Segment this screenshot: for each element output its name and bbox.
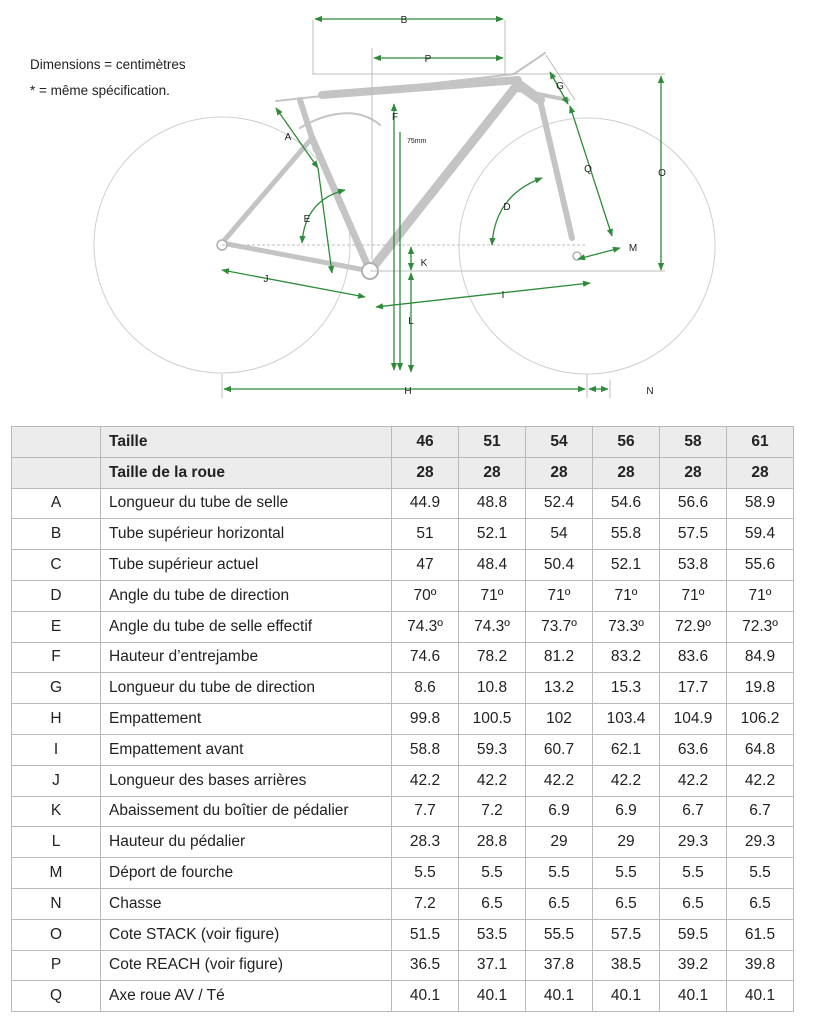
- row-value: 83.2: [593, 642, 660, 673]
- table-row: [12, 673, 794, 704]
- label-f: F: [391, 112, 399, 123]
- label-p: P: [424, 54, 432, 65]
- row-value: 42.2: [727, 765, 794, 796]
- row-value: 84.9: [727, 642, 794, 673]
- row-value: 52.4: [526, 488, 593, 519]
- row-value: 38.5: [593, 950, 660, 981]
- label-j: J: [263, 274, 269, 285]
- table-row: [12, 611, 794, 642]
- row-value: 51: [392, 519, 459, 550]
- row-value: 71º: [660, 580, 727, 611]
- row-value: 48.8: [459, 488, 526, 519]
- row-value: 81.2: [526, 642, 593, 673]
- row-code: L: [12, 827, 101, 858]
- row-label: Hauteur du pédalier: [101, 827, 392, 858]
- row-value: 100.5: [459, 704, 526, 735]
- row-value: 54: [526, 519, 593, 550]
- row-code: D: [12, 580, 101, 611]
- row-code: M: [12, 858, 101, 889]
- wheel-size: 28: [526, 457, 593, 488]
- row-code: H: [12, 704, 101, 735]
- row-value: 29.3: [727, 827, 794, 858]
- table-row: [12, 519, 794, 550]
- row-value: 6.7: [727, 796, 794, 827]
- row-label: Cote STACK (voir figure): [101, 919, 392, 950]
- row-value: 47: [392, 550, 459, 581]
- dim-i: [376, 283, 590, 307]
- table-row: [12, 858, 794, 889]
- row-value: 5.5: [593, 858, 660, 889]
- row-value: 60.7: [526, 734, 593, 765]
- row-label: Axe roue AV / Té: [101, 981, 392, 1012]
- label-b: B: [400, 15, 408, 26]
- row-value: 83.6: [660, 642, 727, 673]
- row-code: N: [12, 888, 101, 919]
- row-value: 74.6: [392, 642, 459, 673]
- row-value: 13.2: [526, 673, 593, 704]
- header-blank-cell: [12, 457, 101, 488]
- table-row: [12, 580, 794, 611]
- table-row: [12, 488, 794, 519]
- row-value: 73.3º: [593, 611, 660, 642]
- size-46: 46: [392, 427, 459, 458]
- table-row: [12, 827, 794, 858]
- row-label: Cote REACH (voir figure): [101, 950, 392, 981]
- dim-d-arc: [492, 178, 542, 245]
- row-value: 56.6: [660, 488, 727, 519]
- label-o: O: [658, 168, 666, 179]
- label-a: A: [284, 132, 292, 143]
- row-label: Déport de fourche: [101, 858, 392, 889]
- row-value: 57.5: [593, 919, 660, 950]
- row-value: 72.9º: [660, 611, 727, 642]
- size-56: 56: [593, 427, 660, 458]
- row-value: 5.5: [727, 858, 794, 889]
- row-value: 59.4: [727, 519, 794, 550]
- row-label: Abaissement du boîtier de pédalier: [101, 796, 392, 827]
- size-header-row: [12, 427, 794, 458]
- row-value: 99.8: [392, 704, 459, 735]
- label-h: H: [404, 386, 412, 397]
- row-value: 28.3: [392, 827, 459, 858]
- row-value: 74.3º: [459, 611, 526, 642]
- wheel-size: 28: [660, 457, 727, 488]
- row-value: 40.1: [526, 981, 593, 1012]
- row-value: 37.8: [526, 950, 593, 981]
- table-row: [12, 704, 794, 735]
- row-value: 72.3º: [727, 611, 794, 642]
- wheel-size: 28: [727, 457, 794, 488]
- row-value: 53.5: [459, 919, 526, 950]
- row-value: 40.1: [660, 981, 727, 1012]
- row-value: 58.8: [392, 734, 459, 765]
- table-row: [12, 919, 794, 950]
- row-value: 7.2: [459, 796, 526, 827]
- row-code: A: [12, 488, 101, 519]
- front-wheel: [459, 118, 715, 374]
- row-value: 50.4: [526, 550, 593, 581]
- row-value: 40.1: [727, 981, 794, 1012]
- row-code: K: [12, 796, 101, 827]
- row-value: 51.5: [392, 919, 459, 950]
- row-value: 29: [526, 827, 593, 858]
- row-value: 5.5: [660, 858, 727, 889]
- row-label: Empattement: [101, 704, 392, 735]
- same-spec-note: * = même spécification.: [30, 83, 170, 98]
- units-note: Dimensions = centimètres: [30, 57, 186, 72]
- row-value: 48.4: [459, 550, 526, 581]
- row-value: 8.6: [392, 673, 459, 704]
- row-value: 74.3º: [392, 611, 459, 642]
- row-code: E: [12, 611, 101, 642]
- dim-m: [578, 248, 620, 259]
- row-value: 73.7º: [526, 611, 593, 642]
- row-value: 70º: [392, 580, 459, 611]
- row-value: 55.5: [526, 919, 593, 950]
- label-q: Q: [584, 164, 592, 175]
- row-value: 55.6: [727, 550, 794, 581]
- row-code: O: [12, 919, 101, 950]
- row-value: 42.2: [593, 765, 660, 796]
- row-label: Angle du tube de selle effectif: [101, 611, 392, 642]
- row-label: Longueur des bases arrières: [101, 765, 392, 796]
- row-value: 37.1: [459, 950, 526, 981]
- row-code: J: [12, 765, 101, 796]
- row-value: 5.5: [526, 858, 593, 889]
- size-61: 61: [727, 427, 794, 458]
- row-value: 58.9: [727, 488, 794, 519]
- size-header-label: Taille: [101, 427, 392, 458]
- row-code: B: [12, 519, 101, 550]
- row-label: Angle du tube de direction: [101, 580, 392, 611]
- label-e: E: [303, 214, 311, 225]
- row-value: 39.8: [727, 950, 794, 981]
- row-value: 17.7: [660, 673, 727, 704]
- row-value: 103.4: [593, 704, 660, 735]
- row-value: 54.6: [593, 488, 660, 519]
- bike-frame: [222, 53, 572, 271]
- row-value: 42.2: [459, 765, 526, 796]
- row-value: 52.1: [593, 550, 660, 581]
- row-label: Longueur du tube de selle: [101, 488, 392, 519]
- row-value: 59.3: [459, 734, 526, 765]
- geometry-table: [11, 426, 794, 1012]
- row-value: 7.2: [392, 888, 459, 919]
- row-value: 71º: [727, 580, 794, 611]
- label-n: N: [646, 386, 654, 397]
- table-row: [12, 550, 794, 581]
- label-seat-offset: 75mm: [407, 138, 427, 145]
- row-value: 6.5: [526, 888, 593, 919]
- row-code: P: [12, 950, 101, 981]
- row-value: 15.3: [593, 673, 660, 704]
- wheel-size: 28: [593, 457, 660, 488]
- row-value: 10.8: [459, 673, 526, 704]
- size-54: 54: [526, 427, 593, 458]
- row-value: 6.5: [660, 888, 727, 919]
- row-value: 106.2: [727, 704, 794, 735]
- row-value: 5.5: [392, 858, 459, 889]
- row-value: 42.2: [660, 765, 727, 796]
- row-value: 29: [593, 827, 660, 858]
- row-value: 6.9: [593, 796, 660, 827]
- bike-geometry-diagram: [0, 0, 814, 410]
- row-code: F: [12, 642, 101, 673]
- label-g: G: [556, 81, 564, 92]
- row-label: Tube supérieur actuel: [101, 550, 392, 581]
- header-blank-cell: [12, 427, 101, 458]
- row-value: 40.1: [593, 981, 660, 1012]
- row-label: Longueur du tube de direction: [101, 673, 392, 704]
- row-value: 104.9: [660, 704, 727, 735]
- row-value: 6.9: [526, 796, 593, 827]
- row-label: Hauteur d’entrejambe: [101, 642, 392, 673]
- row-value: 52.1: [459, 519, 526, 550]
- row-value: 64.8: [727, 734, 794, 765]
- table-row: [12, 734, 794, 765]
- row-value: 36.5: [392, 950, 459, 981]
- table-row: [12, 765, 794, 796]
- wheel-header-label: Taille de la roue: [101, 457, 392, 488]
- row-value: 6.5: [459, 888, 526, 919]
- row-value: 5.5: [459, 858, 526, 889]
- wheel-header-row: [12, 457, 794, 488]
- row-value: 29.3: [660, 827, 727, 858]
- row-value: 55.8: [593, 519, 660, 550]
- row-value: 39.2: [660, 950, 727, 981]
- row-value: 71º: [459, 580, 526, 611]
- table-row: [12, 950, 794, 981]
- size-51: 51: [459, 427, 526, 458]
- row-code: C: [12, 550, 101, 581]
- row-value: 28.8: [459, 827, 526, 858]
- row-value: 53.8: [660, 550, 727, 581]
- row-value: 78.2: [459, 642, 526, 673]
- row-value: 42.2: [526, 765, 593, 796]
- size-58: 58: [660, 427, 727, 458]
- row-label: Empattement avant: [101, 734, 392, 765]
- row-value: 6.5: [727, 888, 794, 919]
- row-value: 19.8: [727, 673, 794, 704]
- row-label: Chasse: [101, 888, 392, 919]
- table-row: [12, 642, 794, 673]
- label-l: L: [408, 316, 414, 327]
- table-row: [12, 981, 794, 1012]
- label-m: M: [628, 243, 638, 254]
- row-code: I: [12, 734, 101, 765]
- label-i: I: [501, 290, 505, 301]
- label-d: D: [503, 202, 511, 213]
- guide-lines: [222, 20, 665, 398]
- row-value: 102: [526, 704, 593, 735]
- row-value: 7.7: [392, 796, 459, 827]
- dimension-labels: [264, 15, 667, 397]
- row-value: 71º: [593, 580, 660, 611]
- row-value: 40.1: [392, 981, 459, 1012]
- row-label: Tube supérieur horizontal: [101, 519, 392, 550]
- table-row: [12, 888, 794, 919]
- row-value: 57.5: [660, 519, 727, 550]
- row-value: 62.1: [593, 734, 660, 765]
- row-code: Q: [12, 981, 101, 1012]
- row-code: G: [12, 673, 101, 704]
- wheel-size: 28: [459, 457, 526, 488]
- table-row: [12, 796, 794, 827]
- row-value: 63.6: [660, 734, 727, 765]
- row-value: 6.7: [660, 796, 727, 827]
- label-k: K: [420, 258, 428, 269]
- row-value: 44.9: [392, 488, 459, 519]
- row-value: 42.2: [392, 765, 459, 796]
- row-value: 6.5: [593, 888, 660, 919]
- row-value: 71º: [526, 580, 593, 611]
- row-value: 61.5: [727, 919, 794, 950]
- row-value: 59.5: [660, 919, 727, 950]
- row-value: 40.1: [459, 981, 526, 1012]
- wheel-size: 28: [392, 457, 459, 488]
